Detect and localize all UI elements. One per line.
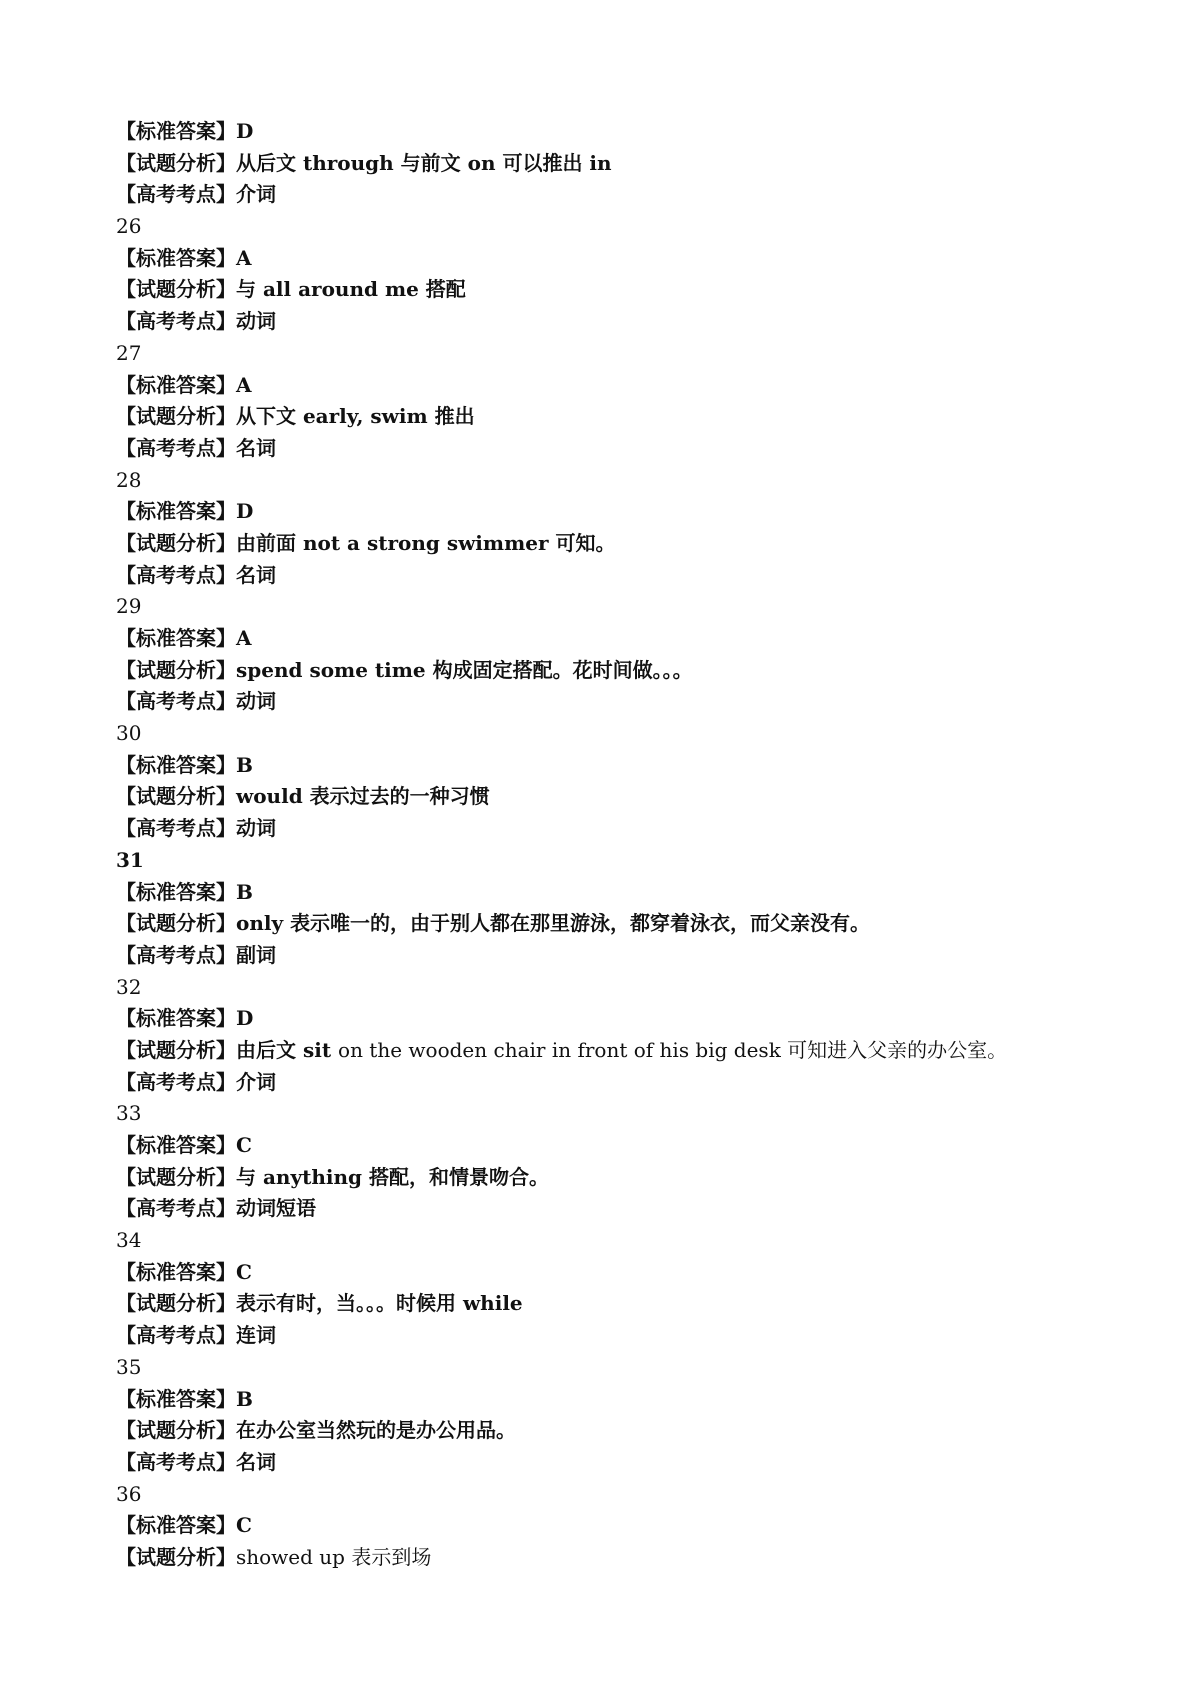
analysis-text: spend some time 构成固定搭配。花时间做。。。 [236, 657, 693, 682]
answer-label: 【标准答案】 [116, 626, 236, 650]
point-line [116, 813, 1116, 845]
answer-label: 【标准答案】 [116, 1259, 236, 1284]
analysis-label: 【试题分析】 [116, 1164, 236, 1189]
answer-label: 【标准答案】 [116, 119, 236, 143]
point-label: 【高考考点】 [116, 562, 236, 587]
analysis-text: would 表示过去的一种习惯 [236, 784, 490, 809]
point-label: 【高考考点】 [116, 1069, 236, 1094]
answer-value: C [236, 1133, 252, 1157]
analysis-text: 与 anything 搭配，和情景吻合。 [236, 1164, 549, 1189]
answer-line [116, 877, 1116, 909]
analysis-text: only 表示唯一的，由于别人都在那里游泳，都穿着泳衣，而父亲没有。 [236, 911, 871, 936]
analysis-line [116, 1162, 1116, 1194]
answer-label: 【标准答案】 [116, 499, 236, 524]
point-label: 【高考考点】 [116, 435, 236, 460]
point-value: 连词 [236, 1323, 276, 1348]
answer-line [116, 116, 1116, 148]
question-number: 26 [116, 214, 142, 239]
point-value: 动词短语 [236, 1196, 316, 1221]
point-line [116, 1447, 1116, 1479]
point-label: 【高考考点】 [116, 689, 236, 714]
point-line [116, 433, 1116, 465]
answer-value: A [236, 372, 252, 397]
answer-value: A [236, 626, 252, 650]
point-label: 【高考考点】 [116, 816, 236, 841]
point-line [116, 1193, 1116, 1225]
answer-value: B [236, 752, 253, 777]
point-line [116, 686, 1116, 718]
answer-label: 【标准答案】 [116, 1006, 236, 1031]
point-value: 名词 [236, 1449, 276, 1474]
answer-value: C [236, 1513, 252, 1538]
answer-line [116, 750, 1116, 782]
analysis-text: 由后文 sit [236, 1037, 339, 1062]
analysis-text: 表示有时，当。。。时候用 while [236, 1291, 523, 1316]
answer-line [116, 1257, 1116, 1289]
point-value: 介词 [236, 1069, 276, 1094]
point-label: 【高考考点】 [116, 309, 236, 334]
answer-line [116, 1130, 1116, 1162]
point-value: 介词 [236, 182, 276, 207]
analysis-line [116, 528, 1116, 560]
point-line [116, 940, 1116, 972]
analysis-label: 【试题分析】 [116, 784, 236, 809]
analysis-text: 从下文 early, swim 推出 [236, 404, 475, 429]
analysis-line [116, 401, 1116, 433]
analysis-text: on the wooden chair in front of his big desk 可知进入父亲的办公室。 [338, 1037, 1008, 1062]
point-value: 动词 [236, 689, 276, 714]
analysis-line [116, 148, 1116, 180]
analysis-text: 在办公室当然玩的是办公用品。 [236, 1418, 516, 1443]
question-number: 35 [116, 1354, 142, 1379]
point-line [116, 1067, 1116, 1099]
question-number: 31 [116, 847, 144, 872]
analysis-label: 【试题分析】 [116, 1037, 236, 1062]
analysis-label: 【试题分析】 [116, 530, 236, 555]
question-number: 28 [116, 467, 142, 492]
analysis-label: 【试题分析】 [116, 1291, 236, 1316]
analysis-line [116, 1542, 1116, 1574]
answer-label: 【标准答案】 [116, 1133, 236, 1157]
analysis-line [116, 655, 1116, 687]
answer-line [116, 623, 1116, 655]
analysis-text: 由前面 not a strong swimmer 可知。 [236, 530, 616, 555]
point-value: 名词 [236, 562, 276, 587]
analysis-label: 【试题分析】 [116, 1418, 236, 1443]
question-number: 27 [116, 340, 142, 365]
point-value: 动词 [236, 309, 276, 334]
analysis-line [116, 1035, 1116, 1067]
analysis-line [116, 1288, 1116, 1320]
answer-label: 【标准答案】 [116, 372, 236, 397]
analysis-label: 【试题分析】 [116, 277, 236, 302]
question-number: 29 [116, 594, 142, 619]
answer-label: 【标准答案】 [116, 1513, 236, 1538]
analysis-line [116, 781, 1116, 813]
answer-line [116, 1510, 1116, 1542]
analysis-line [116, 274, 1116, 306]
analysis-text: 与 all around me 搭配 [236, 277, 466, 302]
point-line [116, 1320, 1116, 1352]
point-label: 【高考考点】 [116, 942, 236, 967]
answer-value: B [236, 1386, 253, 1411]
analysis-label: 【试题分析】 [116, 911, 236, 936]
question-number: 34 [116, 1228, 142, 1253]
point-label: 【高考考点】 [116, 1449, 236, 1474]
answer-label: 【标准答案】 [116, 879, 236, 904]
question-number: 32 [116, 974, 142, 999]
analysis-line [116, 908, 1116, 940]
point-line [116, 179, 1116, 211]
analysis-text: showed up 表示到场 [236, 1544, 432, 1569]
point-value: 名词 [236, 435, 276, 460]
analysis-label: 【试题分析】 [116, 150, 236, 175]
answer-key-list [116, 116, 1116, 1574]
point-label: 【高考考点】 [116, 1196, 236, 1221]
question-number: 30 [116, 721, 142, 746]
analysis-line [116, 1415, 1116, 1447]
answer-line [116, 1384, 1116, 1416]
analysis-label: 【试题分析】 [116, 1544, 236, 1569]
point-line [116, 306, 1116, 338]
point-label: 【高考考点】 [116, 1323, 236, 1348]
point-label: 【高考考点】 [116, 182, 236, 207]
answer-label: 【标准答案】 [116, 752, 236, 777]
question-number: 33 [116, 1101, 142, 1126]
point-value: 副词 [236, 942, 276, 967]
answer-value: B [236, 879, 253, 904]
analysis-label: 【试题分析】 [116, 657, 236, 682]
answer-label: 【标准答案】 [116, 1386, 236, 1411]
question-number: 36 [116, 1481, 142, 1506]
answer-line [116, 496, 1116, 528]
answer-line [116, 243, 1116, 275]
point-line [116, 560, 1116, 592]
analysis-text: 从后文 through 与前文 on 可以推出 in [236, 150, 612, 175]
answer-value: D [236, 1006, 254, 1031]
answer-value: D [236, 119, 254, 143]
answer-label: 【标准答案】 [116, 245, 236, 270]
answer-value: D [236, 499, 254, 524]
answer-value: A [236, 245, 252, 270]
answer-value: C [236, 1259, 252, 1284]
analysis-label: 【试题分析】 [116, 404, 236, 429]
answer-line [116, 370, 1116, 402]
answer-line [116, 1003, 1116, 1035]
point-value: 动词 [236, 816, 276, 841]
